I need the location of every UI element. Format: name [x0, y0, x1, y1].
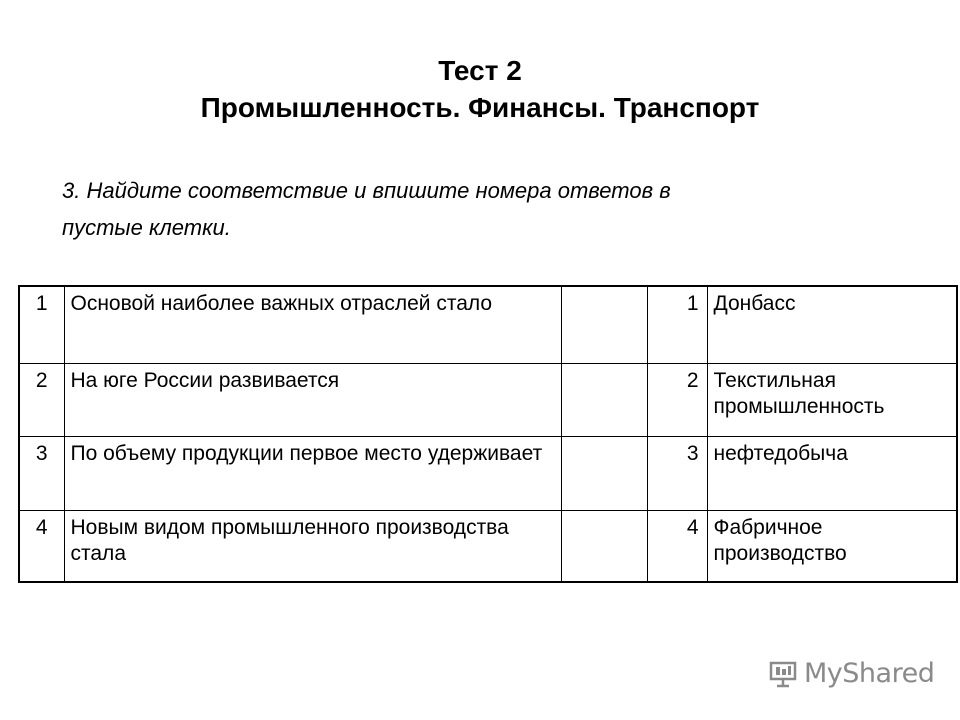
right-number: 2 [647, 363, 707, 436]
left-statement: Новым видом промышленного производства стала [64, 510, 561, 582]
table-row [19, 286, 957, 363]
table-row [19, 510, 957, 582]
answer-cell[interactable] [561, 286, 647, 363]
page-subtitle: Промышленность. Финансы. Транспорт [200, 92, 760, 123]
answer-cell[interactable] [561, 363, 647, 436]
right-option: нефтедобыча [707, 436, 957, 510]
right-number: 4 [647, 510, 707, 582]
instruction-line-1: 3. Найдите соответствие и впишите номера ответов в [62, 178, 671, 203]
table-row [19, 363, 957, 436]
left-number: 4 [19, 510, 64, 582]
left-statement: На юге России развивается [64, 363, 561, 436]
left-number: 1 [19, 286, 64, 363]
answer-cell[interactable] [561, 436, 647, 510]
table-row [19, 436, 957, 510]
left-number: 3 [19, 436, 64, 510]
presentation-board-icon [768, 658, 798, 688]
right-number: 3 [647, 436, 707, 510]
left-statement: Основой наиболее важных отраслей стало [64, 286, 561, 363]
right-option: Донбасс [707, 286, 957, 363]
myshared-watermark [768, 656, 934, 690]
watermark-text: MyShared [804, 657, 935, 689]
answer-cell[interactable] [561, 510, 647, 582]
right-option: Текстильная промышленность [707, 363, 957, 436]
right-option: Фабричное производство [707, 510, 957, 582]
left-statement: По объему продукции первое место удерживает [64, 436, 561, 510]
instruction-line-2: пустые клетки. [62, 215, 231, 240]
right-number: 1 [647, 286, 707, 363]
left-number: 2 [19, 363, 64, 436]
page-title: Тест 2 [438, 55, 522, 86]
task-instruction [62, 172, 862, 246]
matching-table [18, 285, 958, 583]
